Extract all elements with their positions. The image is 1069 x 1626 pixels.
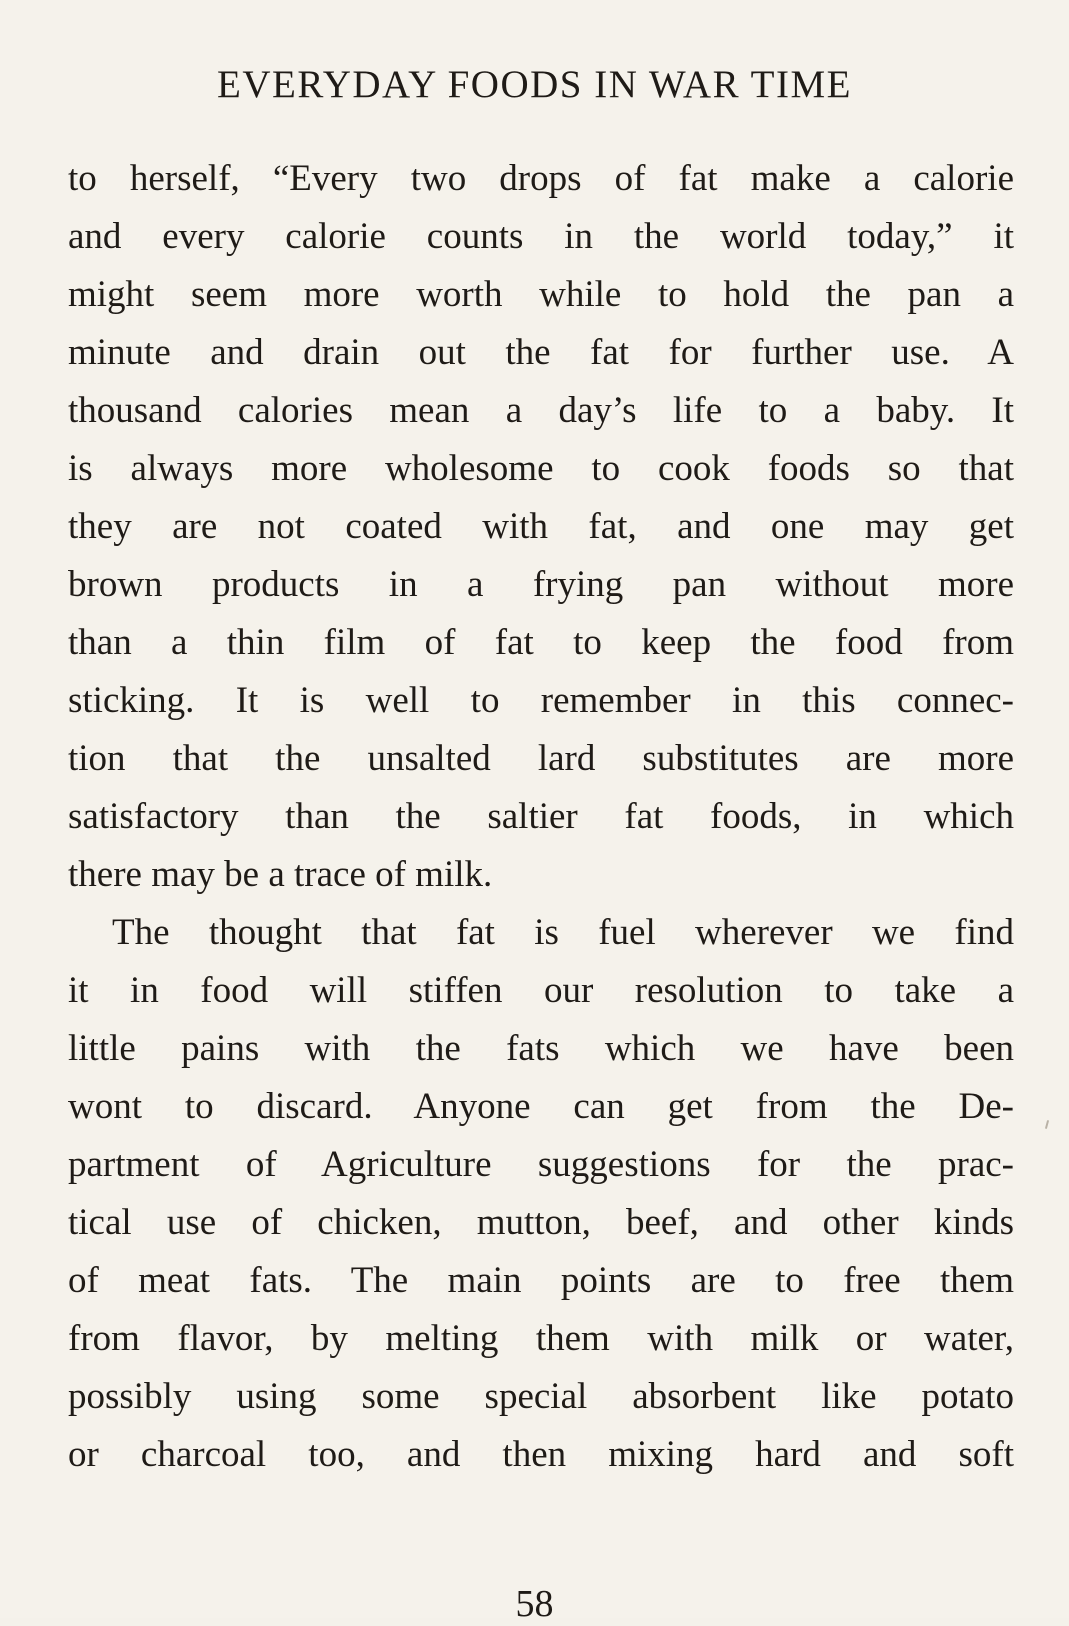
text-line: is always more wholesome to cook foods so that	[68, 448, 1014, 489]
text-line: partment of Agriculture suggestions for the prac-	[68, 1144, 1014, 1185]
text-line: it in food will stiffen our resolution to take a	[68, 970, 1014, 1011]
text-line: little pains with the fats which we have been	[68, 1028, 1014, 1069]
text-line: of meat fats. The main points are to free them	[68, 1260, 1014, 1301]
text-line: there may be a trace of milk.	[68, 854, 493, 895]
text-line: wont to discard. Anyone can get from the De-	[68, 1086, 1014, 1127]
text-line: from flavor, by melting them with milk or water,	[68, 1318, 1014, 1359]
text-line: and every calorie counts in the world today,” it	[68, 216, 1014, 257]
text-line: than a thin film of fat to keep the food from	[68, 622, 1014, 663]
text-line: might seem more worth while to hold the pan a	[68, 274, 1014, 315]
body-text	[68, 150, 1014, 1484]
text-line: to herself, “Every two drops of fat make a calorie	[68, 158, 1014, 199]
text-line: satisfactory than the saltier fat foods, in which	[68, 796, 1014, 837]
text-line: tion that the unsalted lard substitutes are more	[68, 738, 1014, 779]
text-line: brown products in a frying pan without more	[68, 564, 1014, 605]
text-line: sticking. It is well to remember in this connec-	[68, 680, 1014, 721]
text-line: they are not coated with fat, and one may get	[68, 506, 1014, 547]
text-line: thousand calories mean a day’s life to a baby. It	[68, 390, 1014, 431]
text-line: minute and drain out the fat for further use. A	[68, 332, 1014, 373]
text-line: possibly using some special absorbent like potato	[68, 1376, 1014, 1417]
running-head: EVERYDAY FOODS IN WAR TIME	[217, 63, 852, 106]
paper-speck	[1045, 1120, 1049, 1129]
text-line: The thought that fat is fuel wherever we find	[112, 912, 1014, 953]
text-line: tical use of chicken, mutton, beef, and other kinds	[68, 1202, 1014, 1243]
text-line: or charcoal too, and then mixing hard and soft	[68, 1434, 1014, 1475]
page-number: 58	[515, 1583, 554, 1625]
